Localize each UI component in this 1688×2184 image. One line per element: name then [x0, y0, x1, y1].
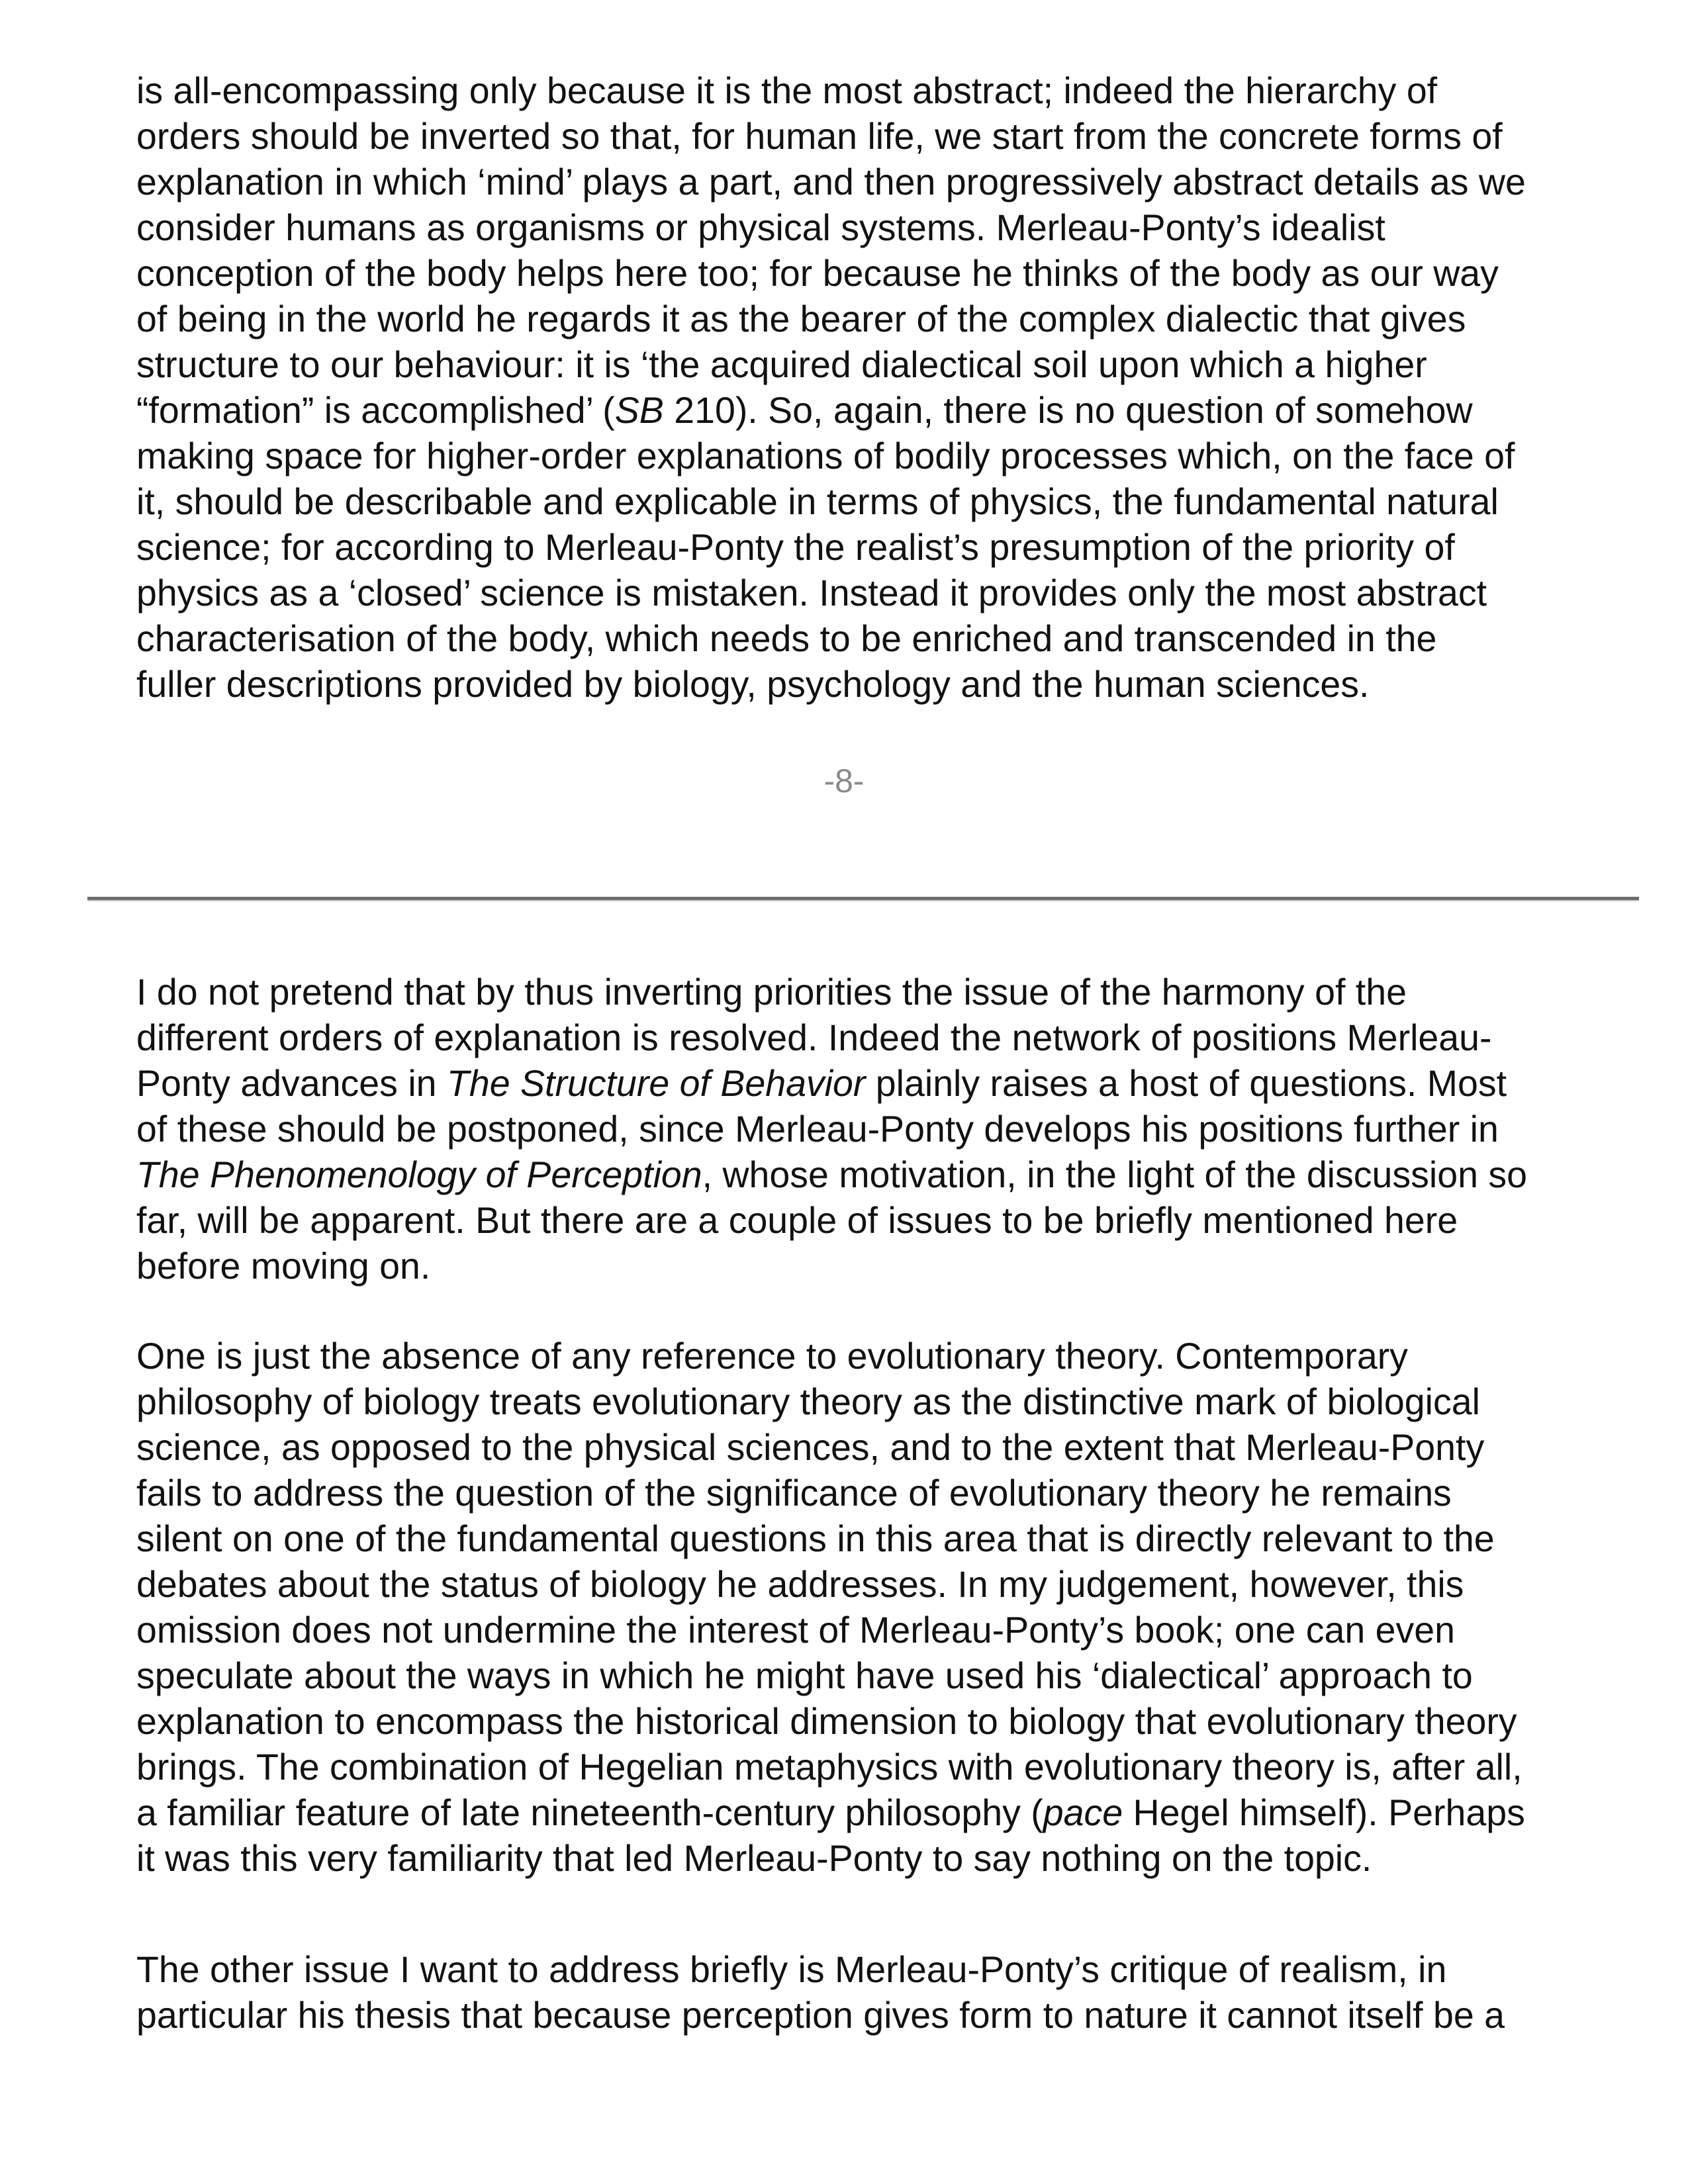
text-run: debates about the status of biology he addresses. In my judgement, however, this	[136, 1564, 1464, 1605]
text-run: a familiar feature of late nineteenth-century philosophy (	[136, 1792, 1043, 1833]
text-line	[136, 1198, 1586, 1244]
paragraph-critique-of-realism	[136, 1947, 1586, 2038]
text-run: is all-encompassing only because it is the most abstract; indeed the hierarchy of	[136, 70, 1438, 111]
text-run: it was this very familiarity that led Merleau-Ponty to say nothing on the topic.	[136, 1838, 1372, 1879]
text-run: physics as a ‘closed’ science is mistaken. Instead it provides only the most abstract	[136, 572, 1487, 614]
text-line	[136, 662, 1586, 707]
text-line	[136, 342, 1586, 388]
text-line	[136, 1993, 1586, 2038]
text-run: “formation” is accomplished’ (	[136, 390, 615, 431]
text-run: different orders of explanation is resolved. Indeed the network of positions Merleau-	[136, 1017, 1492, 1058]
text-line	[136, 479, 1586, 525]
text-line	[136, 616, 1586, 662]
text-line	[136, 205, 1586, 251]
text-run: conception of the body helps here too; for because he thinks of the body as our way	[136, 253, 1499, 294]
text-run: Hegel himself). Perhaps	[1123, 1792, 1525, 1833]
page-number: -8-	[823, 762, 865, 799]
text-line	[136, 1471, 1586, 1516]
text-run: Ponty advances in	[136, 1063, 447, 1104]
text-line	[136, 1107, 1586, 1152]
text-run: speculate about the ways in which he might have used his ‘dialectical’ approach to	[136, 1655, 1473, 1696]
text-run: plainly raises a host of questions. Most	[865, 1063, 1507, 1104]
text-line	[136, 1836, 1586, 1882]
text-run: before moving on.	[136, 1246, 431, 1287]
text-line	[136, 1790, 1586, 1836]
text-run: 210). So, again, there is no question of somehow	[663, 390, 1473, 431]
text-run: brings. The combination of Hegelian metaphysics with evolutionary theory is, after all,	[136, 1747, 1523, 1788]
text-run: fails to address the question of the significance of evolutionary theory he remains	[136, 1473, 1452, 1514]
text-run: The other issue I want to address briefly is Merleau-Ponty’s critique of realism, in	[136, 1949, 1447, 1990]
text-line	[136, 388, 1586, 433]
text-line	[136, 433, 1586, 479]
text-run: fuller descriptions provided by biology, psychology and the human sciences.	[136, 664, 1370, 705]
text-line	[136, 114, 1586, 159]
text-line	[136, 1516, 1586, 1562]
text-line	[136, 1152, 1586, 1198]
text-line	[136, 1015, 1586, 1061]
text-line	[136, 1562, 1586, 1608]
text-line	[136, 251, 1586, 296]
text-line	[136, 970, 1586, 1015]
paragraph-inverting-priorities	[136, 970, 1586, 1289]
text-line	[136, 1061, 1586, 1107]
text-run: structure to our behaviour: it is ‘the acquired dialectical soil upon which a higher	[136, 344, 1427, 385]
text-run: of these should be postponed, since Merleau-Ponty develops his positions further in	[136, 1109, 1499, 1150]
italic-text: pace	[1043, 1792, 1123, 1833]
text-run: far, will be apparent. But there are a couple of issues to be briefly mentioned here	[136, 1200, 1458, 1241]
text-run: it, should be describable and explicable in terms of physics, the fundamental natural	[136, 481, 1499, 522]
text-line	[136, 1608, 1586, 1653]
text-run: science, as opposed to the physical sciences, and to the extent that Merleau-Ponty	[136, 1427, 1485, 1468]
text-line	[136, 1947, 1586, 1993]
text-run: explanation in which ‘mind’ plays a part, and then progressively abstract details as we	[136, 161, 1526, 203]
text-line	[136, 68, 1586, 114]
text-line	[136, 296, 1586, 342]
text-line	[136, 1745, 1586, 1790]
text-run: science; for according to Merleau-Ponty the realist’s presumption of the priority of	[136, 527, 1455, 568]
text-line	[136, 159, 1586, 205]
text-run: characterisation of the body, which needs to be enriched and transcended in the	[136, 618, 1437, 659]
text-run: consider humans as organisms or physical systems. Merleau-Ponty’s idealist	[136, 207, 1385, 248]
text-run: orders should be inverted so that, for human life, we start from the concrete forms of	[136, 116, 1503, 157]
text-run: particular his thesis that because perception gives form to nature it cannot itself be a	[136, 1995, 1505, 2036]
text-run: explanation to encompass the historical dimension to biology that evolutionary theory	[136, 1701, 1517, 1742]
text-run: silent on one of the fundamental questions in this area that is directly relevant to the	[136, 1518, 1495, 1559]
text-line	[136, 1244, 1586, 1289]
italic-text: The Structure of Behavior	[446, 1063, 866, 1104]
text-line	[136, 1699, 1586, 1745]
text-run: One is just the absence of any reference to evolutionary theory. Contemporary	[136, 1336, 1408, 1377]
text-run: omission does not undermine the interest of Merleau-Ponty’s book; one can even	[136, 1610, 1455, 1651]
italic-text: The Phenomenology of Perception	[136, 1154, 702, 1195]
text-run: making space for higher-order explanations of bodily processes which, on the face of	[136, 435, 1515, 477]
text-line	[136, 1653, 1586, 1699]
italic-text: SB	[614, 390, 664, 431]
paragraph-evolutionary-theory	[136, 1334, 1586, 1882]
paragraph-continued	[136, 68, 1586, 707]
text-line	[136, 1334, 1586, 1379]
text-run: , whose motivation, in the light of the discussion so	[702, 1154, 1527, 1195]
text-run: I do not pretend that by thus inverting priorities the issue of the harmony of the	[136, 972, 1407, 1013]
text-line	[136, 570, 1586, 616]
text-run: of being in the world he regards it as the bearer of the complex dialectic that gives	[136, 298, 1466, 340]
text-line	[136, 525, 1586, 570]
page-divider	[87, 897, 1639, 901]
text-line	[136, 1425, 1586, 1471]
text-line	[136, 1379, 1586, 1425]
text-run: philosophy of biology treats evolutionary theory as the distinctive mark of biological	[136, 1381, 1480, 1422]
